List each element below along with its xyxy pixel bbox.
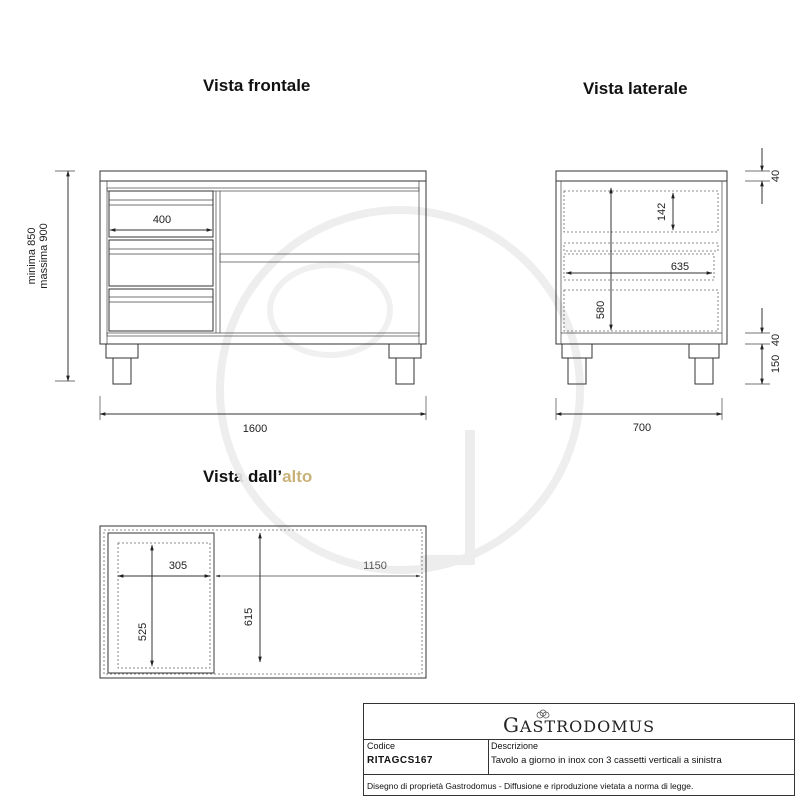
code-value: RITAGCS167 — [367, 755, 433, 766]
chef-hat-icon — [536, 709, 550, 723]
front-view-title: Vista frontale — [203, 76, 311, 95]
front-height-min-label: minima 850 — [26, 227, 38, 285]
side-drawer-height-label: 142 — [656, 202, 668, 222]
title-block — [363, 703, 795, 796]
top-view — [100, 526, 426, 678]
code-label: Codice — [367, 741, 396, 751]
side-inner-depth-label: 635 — [670, 261, 690, 273]
front-length-label: 1600 — [242, 423, 268, 435]
side-view-title: Vista laterale — [583, 79, 688, 98]
side-top-thickness-label: 40 — [770, 169, 782, 183]
description-label: Descrizione — [491, 741, 539, 751]
top-drawer-depth-label: 525 — [137, 622, 149, 642]
side-foot-height-label: 150 — [770, 354, 782, 374]
top-open-width-label: 1150 — [363, 560, 387, 572]
brand-rest: ASTRODOMUS — [519, 717, 656, 736]
copyright-notice: Disegno di proprietà Gastrodomus - Diffusione e riproduzione vietata a norma di legge. — [367, 781, 694, 791]
description-value: Tavolo a giorno in inox con 3 cassetti verticali a sinistra — [491, 755, 722, 766]
front-height-max-label: massima 900 — [38, 223, 50, 289]
brand-name — [503, 713, 655, 737]
top-open-depth-label: 615 — [243, 607, 255, 627]
title-block-logo — [364, 704, 794, 740]
side-inner-height-label: 580 — [595, 300, 607, 320]
side-view — [556, 148, 782, 434]
front-drawer-width-label: 400 — [152, 214, 172, 226]
top-drawer-width-label: 305 — [168, 560, 188, 572]
top-view-title-prefix: Vista dall’ — [203, 467, 283, 486]
side-shelf-thickness-label: 40 — [770, 333, 782, 347]
watermark-logo — [220, 210, 580, 570]
top-view-title-suffix: alto — [282, 467, 313, 486]
side-depth-label: 700 — [632, 422, 652, 434]
brand-initial: G — [502, 713, 520, 737]
